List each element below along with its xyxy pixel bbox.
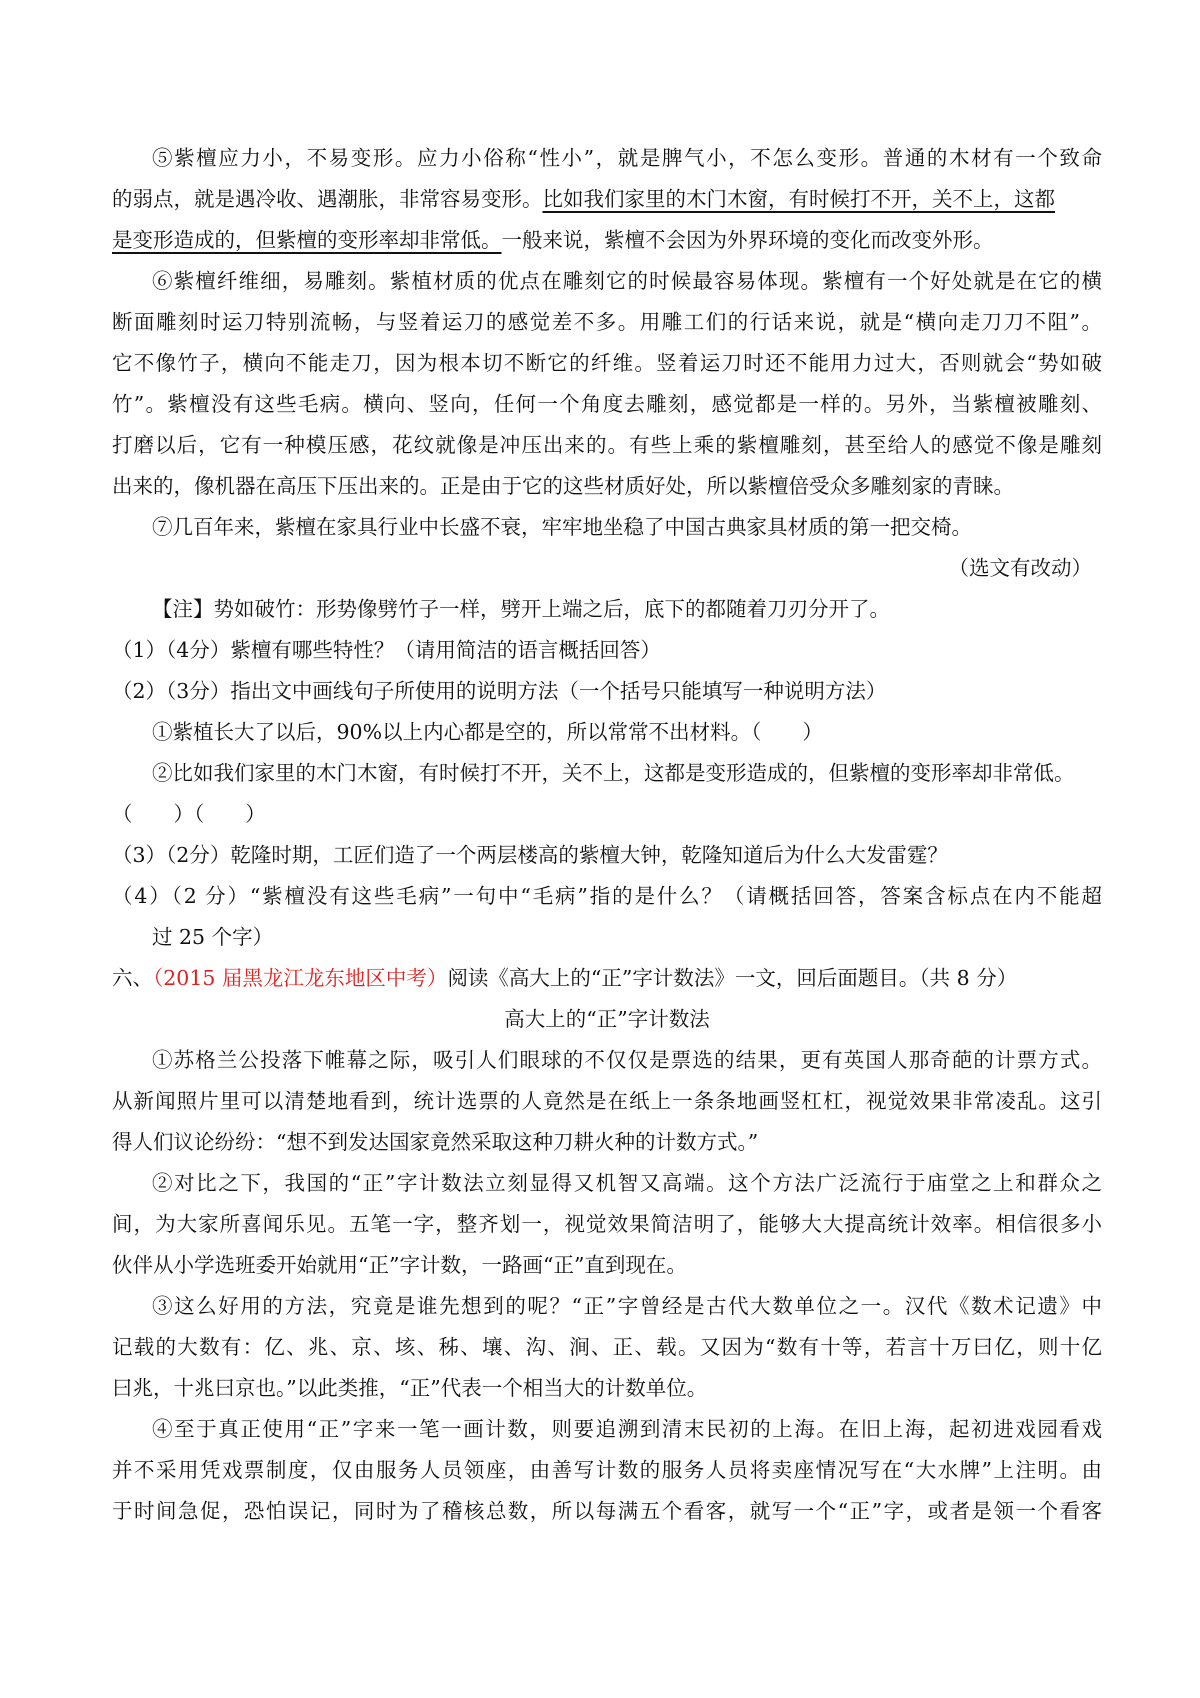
question-2: （2）（3分）指出文中画线句子所使用的说明方法（一个括号只能填写一种说明方法） [112,679,887,703]
text-line: 断面雕刻时运刀特别流畅，与竖着运刀的感觉差不多。用雕工们的行话来说，就是“横向走刀刀不阻”。 [112,310,1102,334]
question-2-item-2-blanks: （ ）（ ） [112,802,266,826]
text-line: 曰兆，十兆曰京也。”以此类推，“正”代表一个相当大的计数单位。 [112,1376,708,1400]
section-6-heading [112,958,1102,999]
underlined-sentence: 比如我们家里的木门木窗，有时候打不开，关不上，这都 [542,187,1055,211]
text-line: ⑤紫檀应力小，不易变形。应力小俗称“性小”，就是脾气小，不怎么变形。普通的木材有一个致命 [152,146,1102,170]
paragraph-7: ⑦几百年来，紫檀在家具行业中长盛不衰，牢牢地坐稳了中国古典家具材质的第一把交椅。 [152,515,972,539]
article-paragraph-2 [112,1163,1102,1286]
question-1: （1）（4分）紫檀有哪些特性？（请用简洁的语言概括回答） [112,638,661,662]
question-2-item-1: ①紫植长大了以后，90%以上内心都是空的，所以常常不出材料。（ ） [152,720,823,744]
source-note: （选文有改动） [948,556,1092,580]
article-paragraph-3 [112,1286,1102,1409]
text-line: ①苏格兰公投落下帷幕之际，吸引人们眼球的不仅仅是票选的结果，更有英国人那奇葩的计票方式。 [152,1048,1102,1072]
article-title: 高大上的“正”字计数法 [504,1007,710,1031]
article-paragraph-4 [112,1409,1102,1532]
article-paragraph-1 [112,1040,1102,1163]
text-line: ③这么好用的方法，究竟是谁先想到的呢？“正”字曾经是古代大数单位之一。汉代《数术记遗》中 [152,1294,1102,1318]
text-line: 得人们议论纷纷：“想不到发达国家竟然采取这种刀耕火种的计数方式。” [112,1130,759,1154]
text-line: 出来的，像机器在高压下压出来的。正是由于它的这些材质好处，所以紫檀倍受众多雕刻家的青睐。 [112,474,1014,498]
exam-source: （2015 届黑龙江龙东地区中考） [153,966,448,990]
text-line: ⑥紫檀纤维细，易雕刻。紫植材质的优点在雕刻它的时候最容易体现。紫檀有一个好处就是在它的横 [152,269,1102,293]
text-line: 从新闻照片里可以清楚地看到，统计选票的人竟然是在纸上一条条地画竖杠杠，视觉效果非常凌乱。这引 [112,1089,1102,1113]
text-line: 记载的大数有：亿、兆、京、垓、秭、壤、沟、涧、正、载。又因为“数有十等，若言十万曰亿，则十亿 [112,1335,1102,1359]
section-number: 六、 [112,966,153,990]
section-instruction: 阅读《高大上的“正”字计数法》一文，回后面题目。（共 8 分） [447,966,1018,990]
text-line: 于时间急促，恐怕误记，同时为了稽核总数，所以每满五个看客，就写一个“正”字，或者是领一个看客 [112,1499,1102,1523]
text-span: 的弱点，就是遇冷收、遇潮胀，非常容易变形。 [112,187,543,211]
paragraph-5 [112,138,1102,261]
text-line: 竹”。紫檀没有这些毛病。横向、竖向，任何一个角度去雕刻，感觉都是一样的。另外，当紫檀被雕刻、 [112,392,1102,416]
question-4-continued: 过 25 个字） [152,925,274,949]
text-line: ④至于真正使用“正”字来一笔一画计数，则要追溯到清末民初的上海。在旧上海，起初进戏园看戏 [152,1417,1102,1441]
text-line: ②对比之下，我国的“正”字计数法立刻显得又机智又高端。这个方法广泛流行于庙堂之上和群众之 [152,1171,1102,1195]
text-span: 一般来说，紫檀不会因为外界环境的变化而改变外形。 [501,228,994,252]
footnote: 【注】势如破竹：形势像劈竹子一样，劈开上端之后，底下的都随着刀刃分开了。 [152,597,890,621]
underlined-sentence: 是变形造成的，但紫檀的变形率却非常低。 [112,228,502,252]
text-line: 间，为大家所喜闻乐见。五笔一字，整齐划一，视觉效果简洁明了，能够大大提高统计效率。相信很多小 [112,1212,1102,1236]
text-line: 伙伴从小学选班委开始就用“正”字计数，一路画“正”直到现在。 [112,1253,687,1277]
text-line [112,220,1102,261]
text-line: 并不采用凭戏票制度，仅由服务人员领座，由善写计数的服务人员将卖座情况写在“大水牌”上注明。由 [112,1458,1102,1482]
text-line: 它不像竹子，横向不能走刀，因为根本切不断它的纤维。竖着运刀时还不能用力过大，否则就会“势如破 [112,351,1102,375]
text-line: 打磨以后，它有一种模压感，花纹就像是冲压出来的。有些上乘的紫檀雕刻，甚至给人的感觉不像是雕刻 [112,433,1102,457]
document-page [112,138,1102,1532]
question-3: （3）（2分）乾隆时期，工匠们造了一个两层楼高的紫檀大钟，乾隆知道后为什么大发雷霆？ [112,843,948,867]
paragraph-6 [112,261,1102,507]
question-2-item-2: ②比如我们家里的木门木窗，有时候打不开，关不上，这都是变形造成的，但紫檀的变形率却非常低。 [152,761,1075,785]
text-line [112,179,1102,220]
question-4: （4）（2 分）“紫檀没有这些毛病”一句中“毛病”指的是什么？（请概括回答，答案含标点在内不能超 [112,884,1102,908]
